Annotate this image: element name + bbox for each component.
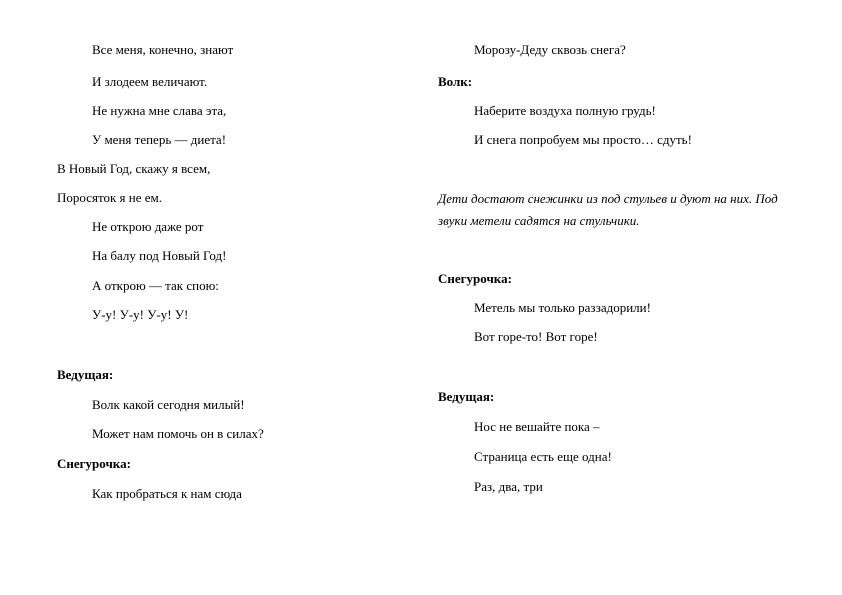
- speaker-name: Ведущая:: [438, 389, 495, 404]
- verse-line: Раз, два, три: [474, 479, 543, 494]
- speaker-name: Снегурочка:: [57, 456, 131, 471]
- verse-line: Не нужна мне слава эта,: [92, 103, 227, 118]
- speaker-name: Снегурочка:: [438, 271, 512, 286]
- verse-line: Метель мы только раззадорили!: [474, 300, 651, 315]
- verse-line: Морозу-Деду сквозь снега?: [474, 42, 626, 57]
- verse-line: Не открою даже рот: [92, 219, 204, 234]
- verse-line: Как пробраться к нам сюда: [92, 486, 242, 501]
- verse-line: Вот горе-то! Вот горе!: [474, 329, 598, 344]
- verse-line: Нос не вешайте пока –: [474, 419, 600, 434]
- verse-line: Страница есть еще одна!: [474, 449, 612, 464]
- verse-line: У-у! У-у! У-у! У!: [92, 307, 189, 322]
- verse-line: А открою — так спою:: [92, 278, 219, 293]
- verse-line: Поросяток я не ем.: [57, 190, 162, 205]
- verse-line: Все меня, конечно, знают: [92, 42, 234, 57]
- speaker-name: Волк:: [438, 74, 473, 89]
- verse-line: Может нам помочь он в силах?: [92, 426, 264, 441]
- verse-line: В Новый Год, скажу я всем,: [57, 161, 211, 176]
- speaker-name: Ведущая:: [57, 367, 114, 382]
- verse-line: На балу под Новый Год!: [92, 248, 227, 263]
- verse-line: У меня теперь — диета!: [92, 132, 227, 147]
- verse-line: Наберите воздуха полную грудь!: [474, 103, 656, 118]
- verse-line: Волк какой сегодня милый!: [92, 397, 245, 412]
- verse-line: И снега попробуем мы просто… сдуть!: [474, 132, 692, 147]
- stage-direction: Дети достают снежинки из под стульев и дуют на них. Под звуки метели садятся на стульчики.: [438, 191, 778, 228]
- verse-line: И злодеем величают.: [92, 74, 208, 89]
